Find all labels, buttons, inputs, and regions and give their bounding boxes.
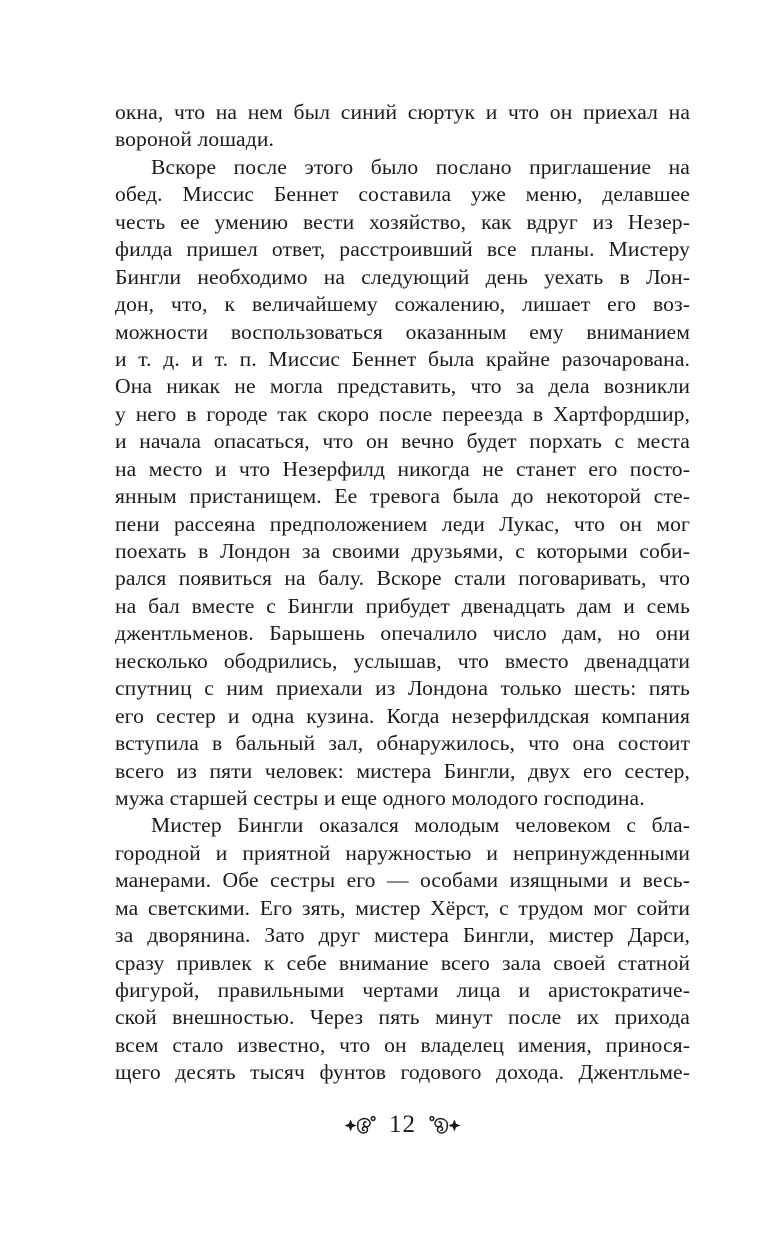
text-line: спутниц с ним приехали из Лондона только шесть: пять [115,676,690,701]
text-line: вступила в бальный зал, обнаружилось, что она состоит [115,731,690,756]
text-line: окна, что на нем был синий сюртук и что он приехал на [115,100,690,124]
text-line: дон, что, к величайшему сожалению, лишает его воз- [115,292,690,317]
text-line: честь ее умению вести хозяйство, как вдруг из Незер- [115,209,690,234]
text-line: и т. д. и т. п. Миссис Беннет была крайне разочарована. [115,346,690,371]
text-line: обед. Миссис Беннет составила уже меню, делавшее [115,182,690,207]
text-line: вороной лошади. [115,127,274,152]
text-line: мужа старшей сестры и еще одного молодого господина. [115,785,645,810]
text-block [115,99,690,1087]
text-line: у него в городе так скоро после переезда в Хартфордшир, [115,401,690,426]
text-line: городной и приятной наружностью и непринужденными [115,840,690,865]
text-line: и начала опасаться, что он вечно будет порхать с места [115,429,690,454]
text-line: на бал вместе с Бингли прибудет двенадцать дам и семь [115,593,690,618]
text-line: филда пришел ответ, расстроивший все планы. Мистеру [115,237,690,262]
text-line: манерами. Обе сестры его — особами изящными и весь- [115,868,690,893]
text-line: несколько ободрились, услышав, что вместо двенадцати [115,648,690,673]
text-line: сразу привлек к себе внимание всего зала своей статной [115,950,690,975]
text-line: фигурой, правильными чертами лица и аристократиче- [115,978,690,1002]
text-line: Она никак не могла представить, что за дела возникли [115,374,690,399]
text-line: щего десять тысяч фунтов годового дохода. Джентльме- [115,1060,690,1085]
text-line: ской внешностью. Через пять минут после их прихода [115,1005,690,1030]
text-line: янным пристанищем. Ее тревога была до некоторой сте- [115,484,690,509]
text-line: всего из пяти человек: мистера Бингли, двух его сестер, [115,758,690,783]
text-line: ма светскими. Его зять, мистер Хёрст, с трудом мог сойти [115,895,690,920]
text-line: на место и что Незерфилд никогда не станет его посто- [115,456,690,481]
text-line: джентльменов. Барышень опечалило число дам, но они [115,621,690,646]
text-line: Мистер Бингли оказался молодым человеком с бла- [151,813,690,838]
text-line: за дворянина. Зато друг мистера Бингли, мистер Дарси, [115,923,690,948]
text-line: всем стало известно, что он владелец имения, принося- [115,1032,690,1057]
fleuron-right-icon [427,1113,461,1138]
text-line: Вскоре после этого было послано приглашение на [151,154,690,179]
page-number: 12 [389,1111,416,1138]
page-footer [115,1111,690,1139]
text-line: можности воспользоваться оказанным ему вниманием [115,319,690,344]
text-line: поехать в Лондон за своими друзьями, с которыми соби- [115,539,690,563]
text-line: рался появиться на балу. Вскоре стали поговаривать, что [115,566,690,591]
text-line: его сестер и одна кузина. Когда незерфилдская компания [115,703,690,728]
fleuron-left-icon [344,1113,378,1138]
text-line: пени рассеяна предположением леди Лукас, что он мог [115,511,690,536]
text-line: Бингли необходимо на следующий день уехать в Лон- [115,264,690,289]
